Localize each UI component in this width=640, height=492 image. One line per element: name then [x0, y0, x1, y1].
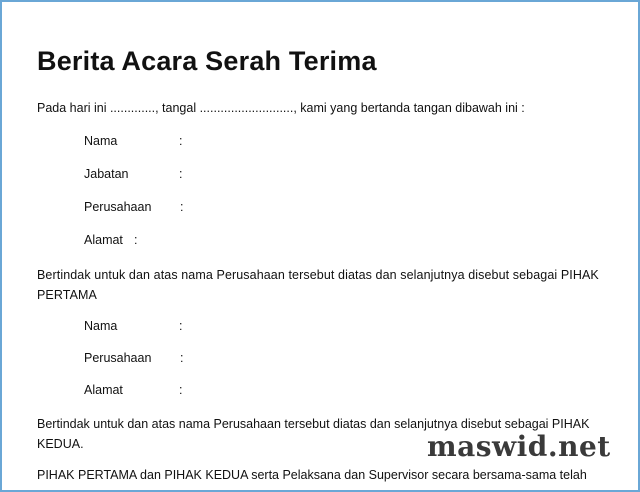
- field-colon: :: [180, 200, 184, 214]
- field-colon: :: [179, 319, 183, 333]
- field-colon: :: [179, 383, 183, 397]
- field-label: Perusahaan: [84, 200, 152, 214]
- field-colon: :: [179, 167, 183, 181]
- watermark-text: maswid.net: [427, 430, 611, 463]
- field-label: Nama: [84, 134, 118, 148]
- document-title: Berita Acara Serah Terima: [37, 46, 377, 76]
- field-colon: :: [179, 134, 183, 148]
- field-label: Alamat: [84, 383, 123, 397]
- field-label: Nama: [84, 319, 118, 333]
- field-label: Alamat: [84, 233, 123, 247]
- document-page: [2, 2, 638, 490]
- field-colon: :: [180, 351, 184, 365]
- intro-paragraph: Pada hari ini ............., tangal ..........................., kami yang bertanda tangan dibawah ini :: [37, 101, 525, 115]
- field-colon: :: [134, 233, 138, 247]
- party-one-statement: Bertindak untuk dan atas nama Perusahaan tersebut diatas dan selanjutnya disebut sebagai PIHAK PERTAMA: [37, 268, 599, 302]
- field-label: Jabatan: [84, 167, 129, 181]
- field-label: Perusahaan: [84, 351, 152, 365]
- closing-paragraph: PIHAK PERTAMA dan PIHAK KEDUA serta Pelaksana dan Supervisor secara bersama-sama telah: [37, 468, 587, 482]
- party-two-statement: Bertindak untuk dan atas nama Perusahaan tersebut diatas dan selanjutnya disebut sebagai PIHAK KEDUA.: [37, 417, 590, 451]
